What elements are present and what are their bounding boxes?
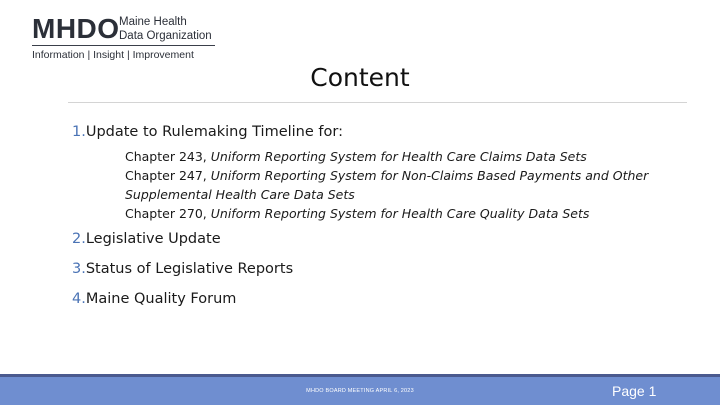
logo-tagline: Information | Insight | Improvement xyxy=(32,49,194,61)
chapter-270 xyxy=(125,204,692,223)
list-item-label: Maine Quality Forum xyxy=(85,291,237,307)
chapter-title: Uniform Reporting System for Health Care Quality Data Sets xyxy=(210,206,590,221)
logo-divider xyxy=(32,45,215,46)
list-number: 2. xyxy=(72,231,86,247)
list-item-label: Legislative Update xyxy=(85,231,221,247)
slide-title: Content xyxy=(310,63,410,92)
list-item-label: Update to Rulemaking Timeline for: xyxy=(85,124,343,140)
chapter-list xyxy=(125,147,692,223)
footer-meeting-text: MHDO BOARD MEETING APRIL 6, 2023 xyxy=(306,388,414,394)
list-item-4 xyxy=(72,289,692,309)
logo-org-line-2: Data Organization xyxy=(119,30,212,42)
list-item-3 xyxy=(72,259,692,279)
list-item-2 xyxy=(72,229,692,249)
chapter-prefix: Chapter 243, xyxy=(125,149,211,164)
title-divider xyxy=(68,102,687,103)
list-number: 1. xyxy=(72,124,86,140)
list-number: 3. xyxy=(72,261,86,277)
chapter-title: Uniform Reporting System for Non-Claims Based Payments and Other Supplemental Health Care Data Sets xyxy=(125,168,649,202)
chapter-247 xyxy=(125,166,692,204)
content-list xyxy=(72,122,692,309)
logo-org-line-1: Maine Health xyxy=(119,16,187,28)
logo-organization-name xyxy=(119,15,212,43)
mhdo-logo xyxy=(32,12,222,64)
chapter-243 xyxy=(125,147,692,166)
logo-mark: MHDO xyxy=(32,13,120,44)
list-item-label: Status of Legislative Reports xyxy=(85,261,294,277)
list-item-1 xyxy=(72,122,692,142)
chapter-title: Uniform Reporting System for Health Care Claims Data Sets xyxy=(210,149,587,164)
footer-bar xyxy=(0,377,720,405)
chapter-prefix: Chapter 247, xyxy=(125,168,211,183)
page-number: Page 1 xyxy=(612,383,657,399)
chapter-prefix: Chapter 270, xyxy=(125,206,211,221)
list-number: 4. xyxy=(72,291,86,307)
